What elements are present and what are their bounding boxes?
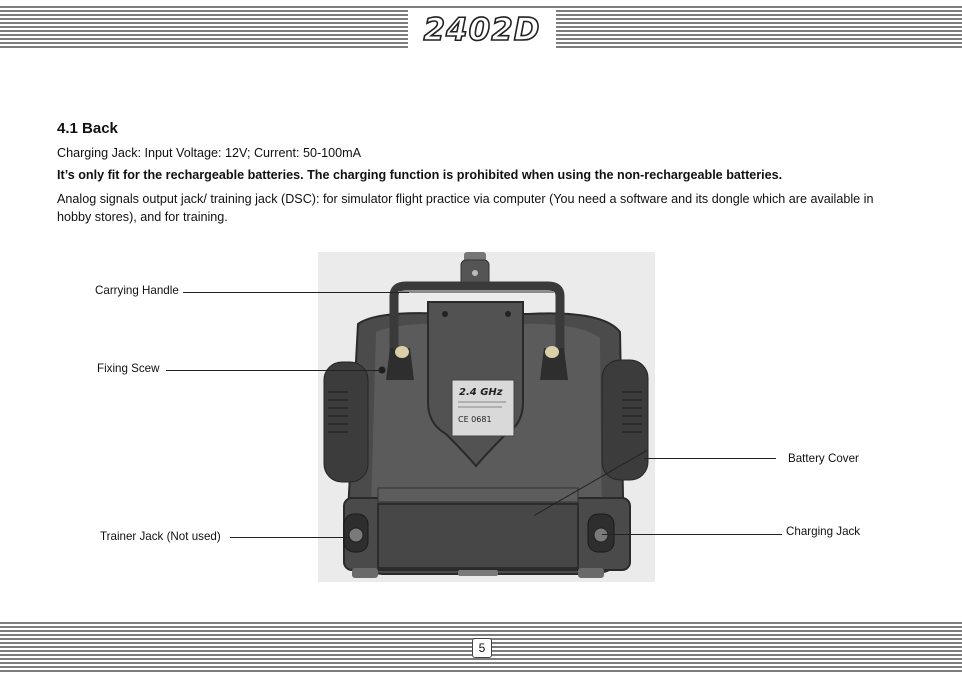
- section-heading: 4.1 Back: [57, 120, 118, 137]
- callout-trainer-jack: Trainer Jack (Not used): [100, 530, 221, 543]
- trainer-jack-leader: [230, 537, 350, 538]
- callout-carrying-handle: Carrying Handle: [95, 284, 179, 297]
- callout-battery-cover: Battery Cover: [788, 452, 859, 465]
- label-plate-mark: CE 0681: [458, 415, 492, 424]
- battery-cover-leader-horizontal: [644, 458, 776, 459]
- analog-output-description: Analog signals output jack/ training jack (DSC): for simulator flight practice via computer (You need a software and its dongle which are available in hobby stores), and for training.: [57, 192, 874, 224]
- battery-warning: It’s only fit for the rechargeable batteries. The charging function is prohibited when using the non-rechargeable batteries.: [57, 168, 783, 182]
- fixing-screw-leader: [166, 370, 380, 371]
- page-number: 5: [472, 638, 492, 658]
- document-title: 2402D: [423, 11, 541, 48]
- title-box: [408, 10, 556, 50]
- charging-jack-spec: Charging Jack: Input Voltage: 12V; Current: 50-100mA: [57, 146, 362, 160]
- callout-fixing-screw: Fixing Scew: [97, 362, 160, 375]
- label-plate-band: 2.4 GHz: [459, 387, 503, 398]
- carrying-handle-leader: [183, 292, 409, 293]
- callout-charging-jack: Charging Jack: [786, 525, 861, 538]
- transmitter-back-photo: [318, 252, 655, 582]
- charging-jack-leader: [602, 534, 782, 535]
